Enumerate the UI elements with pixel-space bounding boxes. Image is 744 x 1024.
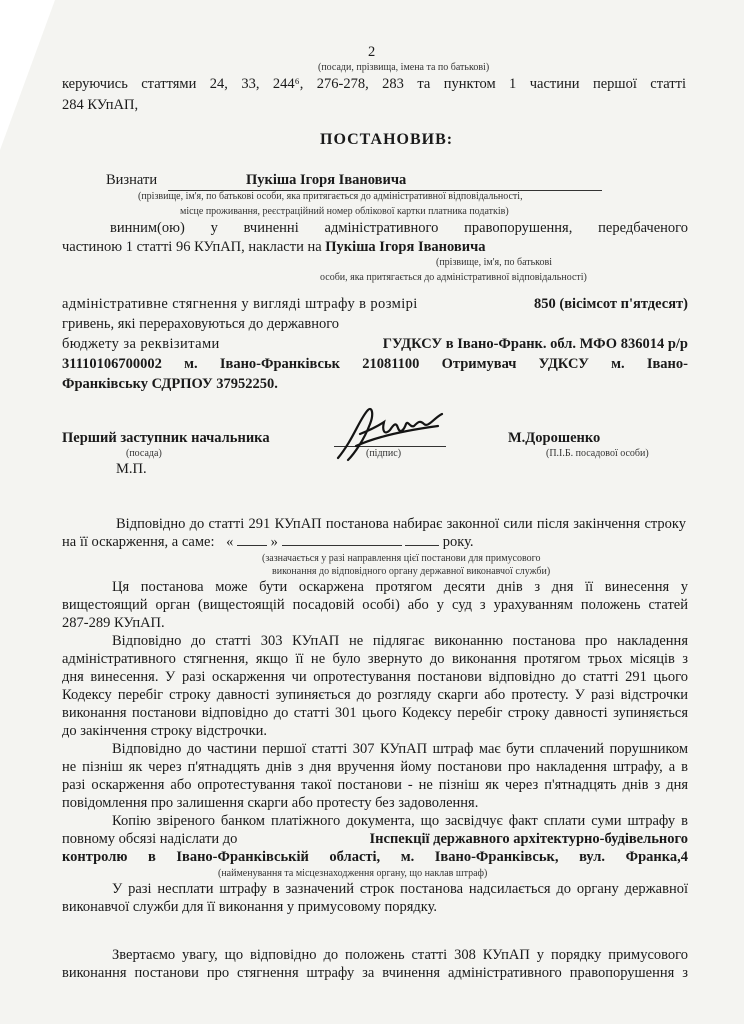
requisites-label: бюджету за реквізитами bbox=[62, 336, 220, 352]
note-name-2: особи, яка притягається до адміністративної відповідальності) bbox=[320, 272, 587, 283]
fine-amount: 850 (вісімсот п'ятдесят) bbox=[534, 296, 688, 312]
legal-p1-line-2 bbox=[62, 534, 474, 551]
intro-line-2: 284 КУпАП, bbox=[62, 97, 139, 113]
day-blank bbox=[237, 545, 267, 546]
legal-p4-line-3: разі оскарження або опротестування такої постанови - не пізніш як через п'ятнадцять днів з дня bbox=[62, 777, 688, 793]
note-name-1: (прізвище, ім'я, по батькові bbox=[436, 257, 553, 268]
fine-line-5: Франківську СДРПОУ 37952250. bbox=[62, 376, 278, 392]
legal-p5-line-1: Копію звіреного банком платіжного документа, що засвідчує факт сплати суми штрафу в bbox=[112, 813, 688, 829]
note-signature: (підпис) bbox=[366, 448, 402, 459]
legal-p3-line-6: до закінчення строку відстрочки. bbox=[62, 723, 268, 739]
legal-p5-line-3: контролю в Івано-Франківській області, м. Івано-Франківськ, вул. Франка,4 bbox=[62, 849, 688, 865]
note-initials: (П.І.Б. посадової особи) bbox=[546, 448, 649, 459]
inspection-name: Інспекції державного архітектурно-будівельного bbox=[369, 831, 688, 847]
legal-p3-line-2: адміністративного стягнення, якщо її не було звернуто до виконання протягом трьох місяців з bbox=[62, 651, 688, 667]
note-position: (посада) bbox=[126, 448, 162, 459]
legal-p2-line-3: 287-289 КУпАП. bbox=[62, 615, 165, 631]
folded-corner bbox=[0, 0, 55, 150]
legal-p6-line-1: У разі несплати штрафу в зазначений строк постанова надсилається до органу державної bbox=[112, 881, 688, 897]
legal-p2-line-1: Ця постанова може бути оскаржена протягом десяти днів з дня її винесення у bbox=[112, 579, 688, 595]
fine-line-4: 31110106700002 м. Івано-Франківськ 21081100 Отримувач УДКСУ м. Івано- bbox=[62, 356, 688, 372]
note-person-1: (прізвище, ім'я, по батькові особи, яка притягається до адміністративної відповідальності, bbox=[138, 191, 523, 202]
legal-p1-line-1: Відповідно до статті 291 КУпАП постанова набирає законної сили після закінчення строку bbox=[116, 516, 686, 532]
fine-line-1 bbox=[62, 296, 688, 313]
legal-p3-line-1: Відповідно до статті 303 КУпАП не підлягає виконанню постанова про накладення bbox=[112, 633, 688, 649]
requisites-bank: ГУДКСУ в Івано-Франк. обл. МФО 836014 р/р bbox=[382, 336, 688, 352]
year-label: року. bbox=[442, 534, 474, 550]
note-p1-1: (зазначається у разі направлення цієї постанови для примусового bbox=[262, 553, 541, 564]
note-p5: (найменування та місцезнаходження органу, що наклав штраф) bbox=[218, 868, 488, 879]
recognize-label: Визнати bbox=[106, 172, 158, 188]
legal-p2-line-2: вищестоящий орган (вищестоящій посадовій особі) або у суд з урахуванням положень статей bbox=[62, 597, 688, 613]
legal-p3-line-4: Кодексу перебіг строку давності зупиняється до розгляду скарги або протесту. У разі відстрочки bbox=[62, 687, 688, 703]
legal-p4-line-4: повідомлення про залишення скарги або протесту без задоволення. bbox=[62, 795, 479, 811]
note-person-2: місце проживання, реєстраційний номер облікової картки платника податків) bbox=[180, 206, 509, 217]
legal-p3-line-3: дня винесення. У разі оскарження чи опротестування постанови відповідно до статті 291 цього bbox=[62, 669, 688, 685]
legal-p4-line-2: не пізніш як через п'ятнадцять днів з дня вручення йому постанови про накладення штрафу, а в bbox=[62, 759, 688, 775]
fine-line-2: гривень, які перераховуються до державного bbox=[62, 316, 340, 332]
send-to-label: повному обсязі надіслати до bbox=[62, 831, 238, 847]
quote-close: » bbox=[270, 534, 278, 550]
quote-open: « bbox=[226, 534, 234, 550]
guilty-name: Пукіша Ігоря Івановича bbox=[325, 239, 486, 255]
signer-title: Перший заступник начальника bbox=[62, 430, 270, 446]
header-note: (посади, прізвища, імена та по батькові) bbox=[318, 62, 490, 73]
fine-text: адміністративне стягнення у вигляді штрафу в розмірі bbox=[62, 296, 418, 312]
legal-p4-line-1: Відповідно до частини першої статті 307 КУпАП штраф має бути сплачений порушником bbox=[112, 741, 688, 757]
note-p1-2: виконання до відповідного органу державної виконавчої служби) bbox=[272, 566, 551, 577]
decision-heading: ПОСТАНОВИВ: bbox=[320, 131, 454, 148]
fine-line-3 bbox=[62, 336, 688, 353]
guilty-line-2 bbox=[62, 239, 486, 256]
legal-p5-line-2 bbox=[62, 831, 688, 848]
page-number: 2 bbox=[368, 44, 376, 60]
legal-p7-line-1: Звертаємо увагу, що відповідно до положень статті 308 КУпАП у порядку примусового bbox=[112, 947, 688, 963]
legal-p7-line-2: виконання постанови про стягнення штрафу за вчинення адміністративного правопорушення з bbox=[62, 965, 688, 981]
intro-line-1: керуючись статтями 24, 33, 244⁶, 276-278, 283 та пунктом 1 частини першої статті bbox=[62, 76, 686, 92]
legal-p6-line-2: виконавчої служби для її виконання у примусовому порядку. bbox=[62, 899, 438, 915]
guilty-line-1: винним(ою) у вчиненні адміністративного правопорушення, передбаченого bbox=[110, 220, 688, 236]
month-blank bbox=[282, 545, 402, 546]
effective-label: на її оскарження, а саме: bbox=[62, 534, 215, 550]
legal-p3-line-5: виконання постанови відповідно до статті 301 цього Кодексу перебіг строку давності зупиняється bbox=[62, 705, 688, 721]
person-name: Пукіша Ігоря Івановича bbox=[246, 172, 407, 188]
signer-name: М.Дорошенко bbox=[508, 430, 601, 446]
guilty-text: частиною 1 статті 96 КУпАП, накласти на bbox=[62, 239, 322, 255]
year-blank bbox=[405, 545, 439, 546]
seal-mark: М.П. bbox=[116, 461, 147, 477]
